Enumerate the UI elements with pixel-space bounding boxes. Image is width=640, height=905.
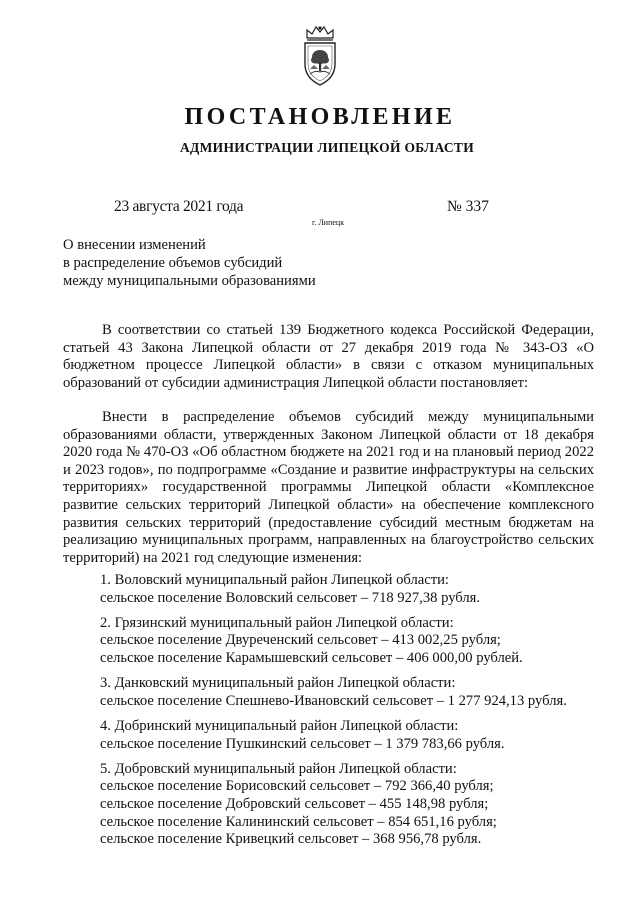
settlement-line: сельское поселение Воловский сельсовет – 718 927,38 рубля.: [100, 589, 481, 606]
settlement-line: сельское поселение Добровский сельсовет – 455 148,98 рубля;: [100, 795, 489, 812]
preamble-paragraph: В соответствии со статьей 139 Бюджетного кодекса Российской Федерации, статьей 43 Закона Липецкой области от 27 декабря 2019 года № 343-ОЗ «О бюджетном процессе Липецкой области» в связи с отказом муниципальных образований от субсидии администрация Липецкой области постановляет:: [63, 322, 594, 391]
district-heading: 5. Добровский муниципальный район Липецкой области:: [100, 760, 457, 777]
allocation-list: [100, 572, 567, 856]
settlement-line: сельское поселение Карамышевский сельсовет – 406 000,00 рублей.: [100, 649, 523, 666]
document-place: г. Липецк: [312, 218, 345, 227]
list-item: [100, 615, 567, 668]
settlement-line: сельское поселение Борисовский сельсовет – 792 366,40 рубля;: [100, 778, 494, 795]
settlement-line: сельское поселение Кривецкий сельсовет – 368 956,78 рубля.: [100, 831, 482, 848]
subject-line: О внесении изменений: [63, 237, 206, 253]
document-subject: [63, 236, 316, 290]
document-date: 23 августа 2021 года: [114, 198, 244, 215]
settlement-line: сельское поселение Пушкинский сельсовет – 1 379 783,66 рубля.: [100, 735, 505, 752]
district-heading: 1. Воловский муниципальный район Липецкой области:: [100, 572, 449, 588]
district-heading: 3. Данковский муниципальный район Липецкой области:: [100, 675, 456, 692]
settlement-line: сельское поселение Спешнево-Ивановский сельсовет – 1 277 924,13 рубля.: [100, 692, 567, 709]
subject-line: в распределение объемов субсидий: [63, 255, 283, 271]
list-item: [100, 675, 567, 710]
issuing-authority: АДМИНИСТРАЦИИ ЛИПЕЦКОЙ ОБЛАСТИ: [179, 140, 475, 155]
district-heading: 2. Грязинский муниципальный район Липецкой области:: [100, 614, 454, 631]
list-item: [100, 761, 567, 849]
subject-line: между муниципальными образованиями: [63, 273, 316, 289]
document-number: № 337: [447, 198, 489, 215]
coat-of-arms-icon: [298, 24, 342, 88]
list-item: [100, 718, 567, 753]
list-item: [100, 572, 567, 607]
district-heading: 4. Добринский муниципальный район Липецкой области:: [100, 717, 459, 734]
settlement-line: сельское поселение Двуреченский сельсовет – 413 002,25 рубля;: [100, 632, 501, 649]
decision-paragraph: Внести в распределение объемов субсидий между муниципальными образованиями области, утвержденных Законом Липецкой области от 18 декабря 2020 года № 470-ОЗ «Об областном бюджете на 2021 год и на плановый период 2022 и 2023 годов», по подпрограмме «Создание и развитие инфраструктуры на сельских территориях» государственной программы Липецкой области «Комплексное развитие сельских территорий Липецкой области» на обеспечение комплексного развития сельских территорий (предоставление субсидий местным бюджетам на реализацию муниципальных программ, направленных на благоустройство сельских территорий) на 2021 год следующие изменения:: [63, 409, 594, 566]
document-title: ПОСТАНОВЛЕНИЕ: [184, 104, 456, 130]
settlement-line: сельское поселение Калининский сельсовет – 854 651,16 рубля;: [100, 813, 497, 830]
